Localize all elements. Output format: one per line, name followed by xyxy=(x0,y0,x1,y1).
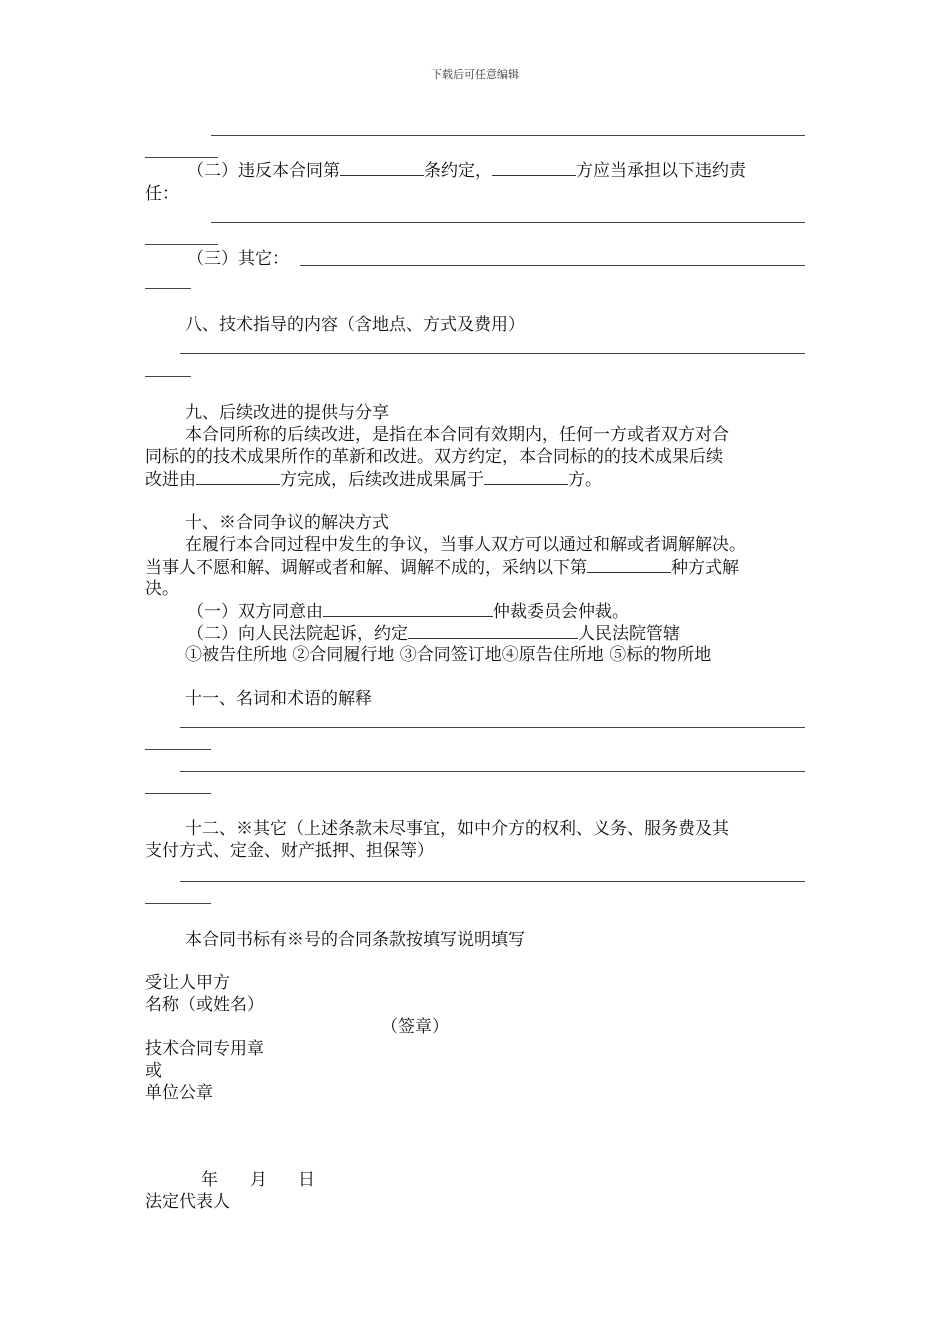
blank-breaching-party[interactable] xyxy=(492,159,576,176)
fill-line xyxy=(145,749,211,750)
clause12-line2: 支付方式、定金、财产抵押、担保等） xyxy=(145,841,434,861)
date-day: 日 xyxy=(298,1170,315,1190)
clause10-option1 xyxy=(187,600,629,623)
blank-owning-party[interactable] xyxy=(484,468,568,485)
date-month: 月 xyxy=(250,1170,267,1190)
signature-legal-rep: 法定代表人 xyxy=(145,1192,230,1212)
fill-line xyxy=(145,376,191,377)
clause10-line2-b: 种方式解 xyxy=(671,558,739,578)
signature-or: 或 xyxy=(145,1061,162,1081)
clause7-item2-text-b: 条约定， xyxy=(424,161,492,181)
clause8-title: 八、技术指导的内容（含地点、方式及费用） xyxy=(185,315,525,335)
clause10-title: 十、※合同争议的解决方式 xyxy=(185,513,389,533)
clause7-item2-text-a: （二）违反本合同第 xyxy=(187,161,340,181)
blank-improving-party[interactable] xyxy=(196,468,280,485)
clause10-option2 xyxy=(187,622,680,645)
clause7-item2-line xyxy=(187,159,746,182)
clause7-item2-text-c: 方应当承担以下违约责 xyxy=(576,161,746,181)
signature-unit-seal: 单位公章 xyxy=(145,1083,213,1103)
clause10-opt1-a: （一）双方同意由 xyxy=(187,602,323,622)
clause11-title: 十一、名词和术语的解释 xyxy=(185,689,372,709)
clause10-line2-a: 当事人不愿和解、调解或者和解、调解不成的，采纳以下第 xyxy=(145,558,587,578)
clause9-line2: 同标的的技术成果所作的革新和改进。双方约定，本合同标的的技术成果后续 xyxy=(145,447,723,467)
fill-line xyxy=(180,353,805,354)
clause9-line3-b: 方完成，后续改进成果属于 xyxy=(280,470,484,490)
clause10-line3: 决。 xyxy=(145,579,179,599)
fill-line-other[interactable] xyxy=(300,265,805,266)
fill-line xyxy=(145,244,218,245)
fill-line xyxy=(145,157,218,158)
clause10-line2 xyxy=(145,556,739,579)
header-note: 下载后可任意编辑 xyxy=(431,68,519,81)
clause10-opt2-a: （二）向人民法院起诉，约定 xyxy=(187,624,408,644)
fill-line xyxy=(180,727,805,728)
blank-court[interactable] xyxy=(408,622,578,639)
clause9-line3 xyxy=(145,468,602,491)
signature-tech-seal: 技术合同专用章 xyxy=(145,1039,264,1059)
clause9-line1: 本合同所称的后续改进，是指在本合同有效期内，任何一方或者双方对合 xyxy=(185,425,729,445)
fill-line xyxy=(180,881,805,882)
clause10-places: ①被告住所地 ②合同履行地 ③合同签订地④原告住所地 ⑤标的物所地 xyxy=(185,645,712,665)
clause10-opt1-b: 仲裁委员会仲裁。 xyxy=(493,602,629,622)
fill-line xyxy=(145,903,211,904)
signature-name-label: 名称（或姓名） xyxy=(145,995,264,1015)
blank-arbitration-committee[interactable] xyxy=(323,600,493,617)
clause9-line3-c: 方。 xyxy=(568,470,602,490)
clause12-line1: 十二、※其它（上述条款未尽事宜，如中介方的权利、义务、服务费及其 xyxy=(185,819,729,839)
signature-party: 受让人甲方 xyxy=(145,973,230,993)
clause10-line1: 在履行本合同过程中发生的争议，当事人双方可以通过和解或者调解解决。 xyxy=(185,535,746,555)
fill-line xyxy=(180,771,805,772)
clause10-opt2-b: 人民法院管辖 xyxy=(578,624,680,644)
fill-line xyxy=(145,288,191,289)
fill-line xyxy=(211,222,805,223)
blank-dispute-method[interactable] xyxy=(587,556,671,573)
fill-note: 本合同书标有※号的合同条款按填写说明填写 xyxy=(185,930,525,950)
fill-line xyxy=(145,793,211,794)
clause7-item3: （三）其它： xyxy=(187,249,289,269)
clause9-title: 九、后续改进的提供与分享 xyxy=(185,403,389,423)
date-year: 年 xyxy=(201,1170,218,1190)
blank-clause-number[interactable] xyxy=(340,159,424,176)
clause9-line3-a: 改进由 xyxy=(145,470,196,490)
clause7-item2-text-d: 任： xyxy=(145,184,179,204)
fill-line xyxy=(211,135,805,136)
signature-seal: （签章） xyxy=(381,1017,449,1037)
